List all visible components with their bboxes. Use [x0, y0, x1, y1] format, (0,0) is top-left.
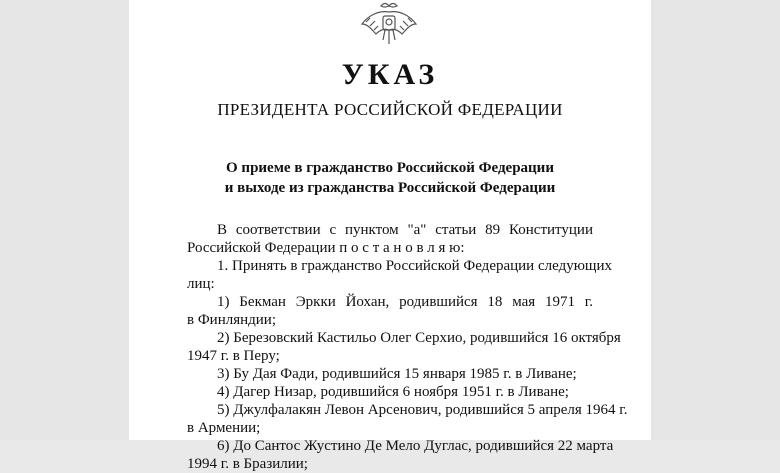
person-4: 4) Дагер Низар, родившийся 6 ноября 1951 г. в Ливане; — [217, 384, 569, 400]
intro-line-1: В соответствии с пунктом "а" статьи 89 Конституции — [217, 222, 593, 238]
person-3: 3) Бу Дая Фади, родившийся 15 января 1985 г. в Ливане; — [217, 366, 577, 382]
person-6-line-2: 1994 г. в Бразилии; — [187, 456, 308, 472]
item-1-line-2: лиц: — [187, 276, 215, 292]
person-5-line-1: 5) Джулфалакян Левон Арсенович, родившийся 5 апреля 1964 г. — [217, 402, 628, 418]
state-emblem-icon — [356, 0, 422, 46]
heading-line-2: и выходе из гражданства Российской Федерации — [224, 180, 556, 196]
person-5-line-2: в Армении; — [187, 420, 261, 436]
intro-line-2: Российской Федерации п о с т а н о в л я ю: — [187, 240, 465, 256]
left-margin — [0, 0, 129, 440]
person-1-line-1: 1) Бекман Эркки Йохан, родившийся 18 мая 1971 г. — [217, 294, 593, 310]
heading-line-1: О приеме в гражданство Российской Федерации — [226, 160, 554, 176]
document-page — [129, 0, 651, 472]
right-margin — [651, 0, 780, 440]
person-1-line-2: в Финляндии; — [187, 312, 277, 328]
person-2-line-1: 2) Березовский Кастильо Олег Серхио, родившийся 16 октября — [217, 330, 621, 346]
person-6-line-1: 6) До Сантос Жустино Де Мело Дуглас, родившийся 22 марта — [217, 438, 614, 454]
item-1-line-1: 1. Принять в гражданство Российской Федерации следующих — [217, 258, 612, 274]
person-2-line-2: 1947 г. в Перу; — [187, 348, 280, 364]
decree-title: УКАЗ — [341, 58, 439, 91]
decree-subtitle: ПРЕЗИДЕНТА РОССИЙСКОЙ ФЕДЕРАЦИИ — [217, 100, 563, 119]
decree-heading — [129, 158, 651, 198]
